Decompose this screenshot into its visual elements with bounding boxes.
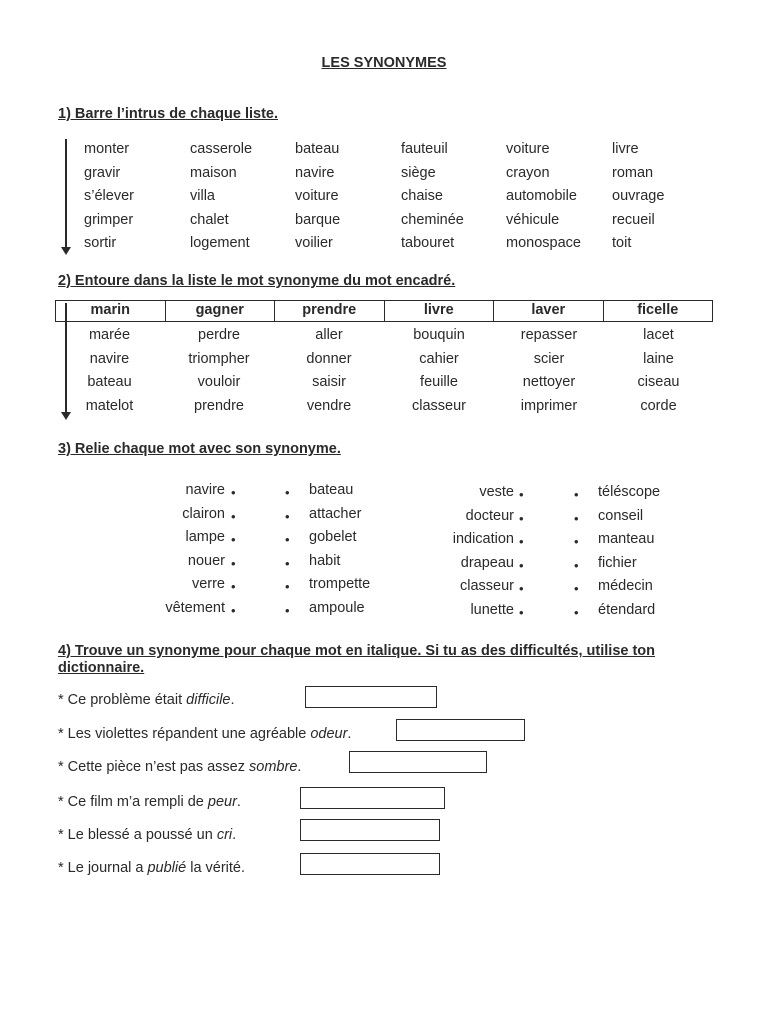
list-item[interactable]: livre — [612, 141, 639, 157]
sentence-text: la vérité. — [186, 860, 246, 876]
match-word: médecin — [598, 578, 653, 595]
match-word: étendard — [598, 601, 656, 618]
match-right-list-2 — [598, 483, 660, 625]
answer-box[interactable] — [300, 853, 440, 875]
list-item[interactable]: siège — [401, 164, 436, 181]
framed-word: gagner — [166, 301, 276, 321]
sentence-text: . — [230, 692, 235, 708]
list-item[interactable]: aller — [315, 327, 343, 343]
list-item[interactable]: maison — [190, 164, 237, 181]
answer-box[interactable] — [305, 686, 437, 708]
section4-heading-line2: dictionnaire. — [58, 660, 145, 676]
match-word: veste — [479, 484, 514, 500]
sentence-text: * Le blessé a poussé un — [58, 827, 217, 843]
list-item[interactable]: barque — [295, 211, 341, 228]
list-item[interactable]: voiture — [506, 141, 550, 157]
down-arrow-icon — [65, 139, 67, 249]
sentence-text: * Ce film m’a rempli de — [58, 794, 208, 810]
exercise-sentence — [58, 827, 236, 843]
sentence-text: * Le journal a — [58, 860, 148, 876]
match-word: indication — [452, 531, 514, 548]
list-item[interactable]: navire — [295, 164, 335, 181]
match-word: conseil — [598, 507, 644, 524]
list-item[interactable]: lacet — [643, 327, 674, 343]
framed-word: laver — [494, 301, 604, 321]
italic-word: odeur — [310, 726, 348, 742]
match-word: clairon — [182, 505, 225, 522]
list-item[interactable]: casserole — [190, 141, 253, 157]
list-item[interactable]: bateau — [87, 374, 132, 391]
list-item[interactable]: bateau — [295, 141, 340, 157]
choice-list-4 — [384, 326, 494, 420]
section3-heading: 3) Relie chaque mot avec son synonyme. — [58, 441, 341, 457]
list-item[interactable]: saisir — [312, 374, 346, 391]
match-word: habit — [309, 552, 341, 569]
list-item[interactable]: corde — [640, 397, 677, 414]
sentence-text: . — [232, 827, 237, 843]
italic-word: sombre — [249, 759, 298, 775]
list-item[interactable]: bouquin — [413, 327, 465, 343]
list-item[interactable]: nettoyer — [522, 374, 576, 391]
list-item[interactable]: voilier — [295, 235, 333, 252]
list-item[interactable]: automobile — [506, 188, 577, 205]
match-word: manteau — [598, 531, 655, 548]
exercise-sentence — [58, 726, 351, 742]
exercise-sentence — [58, 759, 301, 775]
match-word: lunette — [470, 601, 514, 618]
list-item[interactable]: cheminée — [401, 211, 464, 228]
list-item[interactable]: marée — [88, 327, 131, 343]
match-word: navire — [185, 482, 225, 498]
list-item[interactable]: voiture — [295, 188, 339, 205]
italic-word: peur — [207, 794, 237, 810]
match-word: verre — [191, 576, 225, 593]
sentence-text: * Cette pièce n’est pas assez — [58, 759, 250, 775]
list-item[interactable]: perdre — [198, 327, 240, 343]
match-word: lampe — [185, 529, 225, 546]
match-word: fichier — [598, 554, 637, 571]
match-word: bateau — [309, 482, 354, 498]
list-item[interactable]: tabouret — [401, 235, 455, 252]
section4-heading-line1: 4) Trouve un synonyme pour chaque mot en italique. Si tu as des difficultés, utilise ton — [58, 643, 656, 659]
sentence-text: . — [297, 759, 302, 775]
list-item[interactable]: repasser — [520, 327, 578, 343]
exercise-sentence — [58, 794, 241, 810]
sentence-text: . — [236, 794, 241, 810]
match-word: drapeau — [460, 554, 514, 571]
word-list-2 — [190, 140, 252, 258]
list-item[interactable]: classeur — [412, 397, 466, 414]
section1-heading: 1) Barre l’intrus de chaque liste. — [58, 106, 278, 122]
sentence-text: . — [347, 726, 352, 742]
list-item[interactable]: navire — [89, 350, 130, 367]
italic-word: publié — [147, 860, 187, 876]
answer-box[interactable] — [300, 787, 445, 809]
list-item[interactable]: chalet — [190, 211, 229, 228]
word-list-1 — [84, 140, 134, 258]
exercise-sentence — [58, 692, 235, 708]
list-item[interactable]: chaise — [401, 188, 443, 205]
list-item[interactable]: donner — [306, 350, 352, 367]
answer-box[interactable] — [396, 719, 525, 741]
list-item[interactable]: grimper — [84, 211, 134, 228]
choice-list-2 — [164, 326, 274, 420]
list-item[interactable]: ciseau — [637, 374, 680, 391]
italic-word: difficile — [186, 692, 231, 708]
page-title: LES SYNONYMES — [321, 55, 447, 71]
word-list-4 — [401, 140, 464, 258]
list-item[interactable]: monospace — [506, 235, 581, 252]
list-item[interactable]: recueil — [612, 211, 655, 228]
match-right-list-1 — [309, 481, 370, 623]
list-item[interactable]: gravir — [84, 164, 121, 181]
match-word: classeur — [460, 578, 514, 595]
list-item[interactable]: toit — [612, 235, 632, 252]
exercise-sentence — [58, 860, 245, 876]
list-item[interactable]: logement — [190, 235, 250, 252]
match-word: téléscope — [598, 484, 661, 500]
sentence-text: * Les violettes répandent une agréable — [58, 726, 311, 742]
list-item[interactable]: laine — [643, 350, 674, 367]
list-item[interactable]: cahier — [419, 350, 459, 367]
list-item[interactable]: fauteuil — [401, 141, 448, 157]
link-dots-1a: • • • • • • — [231, 485, 236, 618]
link-dots-2a: • • • • • • — [519, 487, 524, 620]
match-word: gobelet — [309, 529, 357, 546]
list-item[interactable]: s’élever — [84, 188, 134, 205]
framed-word: marin — [56, 301, 166, 321]
choice-list-1 — [55, 326, 164, 420]
list-item[interactable]: scier — [533, 350, 565, 367]
link-dots-1b: • • • • • • — [285, 485, 290, 618]
list-item[interactable]: ouvrage — [612, 188, 665, 205]
list-item[interactable]: roman — [612, 164, 654, 181]
match-word: ampoule — [309, 599, 365, 616]
list-item[interactable]: monter — [84, 141, 130, 157]
word-list-5 — [506, 140, 581, 258]
framed-word: livre — [385, 301, 495, 321]
match-left-list-2 — [453, 483, 514, 625]
list-item[interactable]: sortir — [84, 235, 117, 252]
list-item[interactable]: triompher — [188, 350, 250, 367]
framed-word: prendre — [275, 301, 385, 321]
list-item[interactable]: vouloir — [197, 374, 241, 391]
section2-heading: 2) Entoure dans la liste le mot synonyme du mot encadré. — [58, 273, 456, 289]
list-item[interactable]: véhicule — [506, 211, 560, 228]
word-list-3 — [295, 140, 340, 258]
list-item[interactable]: matelot — [85, 397, 134, 414]
list-item[interactable]: crayon — [506, 164, 550, 181]
choice-list-6 — [604, 326, 713, 420]
framed-words-table — [55, 300, 713, 322]
italic-word: cri — [216, 827, 233, 843]
list-item[interactable]: villa — [190, 188, 215, 205]
list-item[interactable]: imprimer — [520, 397, 578, 414]
match-word: attacher — [309, 505, 362, 522]
link-dots-2b: • • • • • • — [574, 487, 579, 620]
answer-box[interactable] — [300, 819, 440, 841]
list-item[interactable]: vendre — [306, 397, 352, 414]
choice-list-3 — [274, 326, 384, 420]
answer-box[interactable] — [349, 751, 487, 773]
match-word: docteur — [465, 507, 514, 524]
match-word: nouer — [187, 552, 225, 569]
match-word: vêtement — [165, 599, 225, 616]
framed-word: ficelle — [637, 302, 679, 318]
sentence-text: * Ce problème était — [58, 692, 187, 708]
list-item[interactable]: prendre — [194, 397, 244, 414]
match-left-list-1 — [165, 481, 225, 623]
word-list-6 — [612, 140, 664, 258]
match-word: trompette — [309, 576, 371, 593]
choice-list-5 — [494, 326, 604, 420]
list-item[interactable]: feuille — [420, 374, 458, 391]
